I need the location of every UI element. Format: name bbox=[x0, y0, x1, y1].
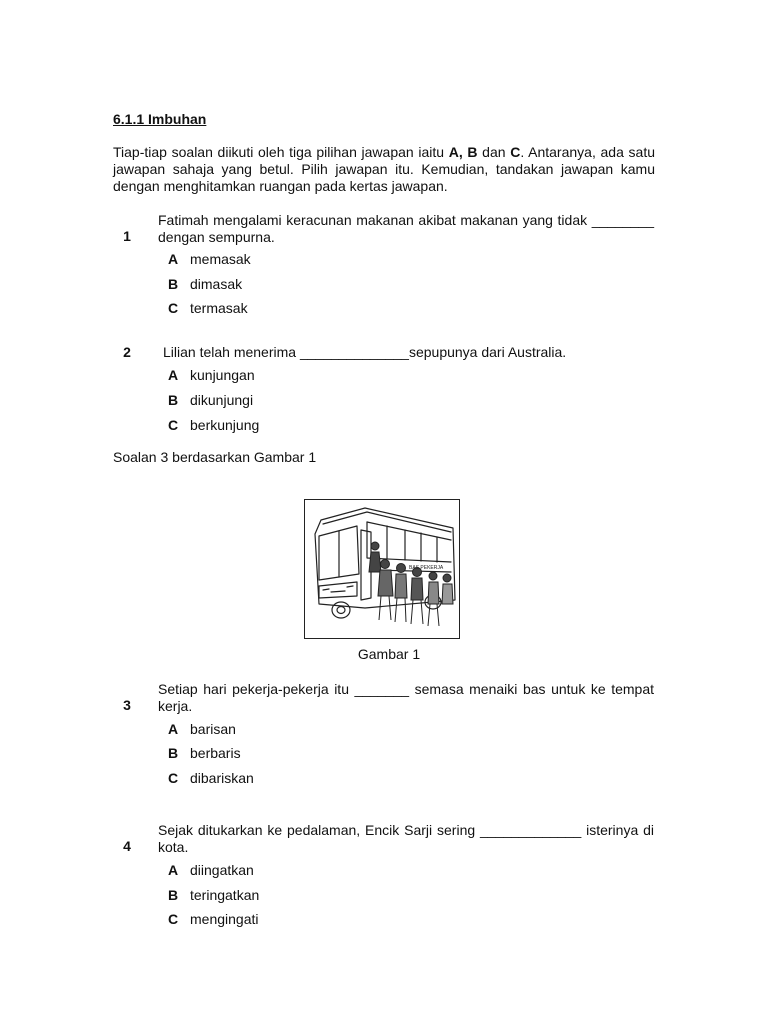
option-c[interactable] bbox=[168, 300, 248, 318]
option-letter: A bbox=[168, 862, 179, 878]
option-c[interactable] bbox=[168, 417, 259, 435]
question-number: 4 bbox=[123, 838, 131, 854]
instructions-option-a: A, bbox=[448, 144, 463, 160]
option-a[interactable] bbox=[168, 367, 255, 385]
question-number: 1 bbox=[123, 228, 131, 244]
option-letter: A bbox=[168, 367, 179, 383]
option-b[interactable] bbox=[168, 276, 242, 294]
option-text: dibariskan bbox=[190, 770, 254, 786]
instructions-paragraph bbox=[113, 144, 655, 195]
question-number: 2 bbox=[123, 344, 131, 360]
question-text: Lilian telah menerima ______________sepupunya dari Australia. bbox=[163, 344, 567, 360]
option-text: termasak bbox=[190, 300, 248, 316]
option-a[interactable] bbox=[168, 251, 251, 269]
bus-drawing bbox=[305, 500, 461, 640]
option-letter: C bbox=[168, 770, 179, 786]
option-letter: B bbox=[168, 745, 179, 761]
question-text: Sejak ditukarkan ke pedalaman, Encik Sarji sering _____________ isterinya di kota. bbox=[158, 822, 654, 855]
instructions-dan: dan bbox=[477, 144, 511, 160]
option-text: barisan bbox=[190, 721, 236, 737]
option-a[interactable] bbox=[168, 862, 254, 880]
option-letter: C bbox=[168, 417, 179, 433]
instructions-text-2: . Antaranya, ada satu jawapan sahaja yang betul. Pilih jawapan itu. Kemudian, tandakan jawapan kamu dengan menghitamkan ruangan pada kertas jawapan. bbox=[113, 144, 656, 194]
figure-caption: Gambar 1 bbox=[357, 646, 421, 662]
option-letter: C bbox=[168, 911, 179, 927]
option-text: teringatkan bbox=[190, 887, 260, 903]
option-text: berkunjung bbox=[190, 417, 260, 433]
option-c[interactable] bbox=[168, 911, 259, 929]
instructions-option-b: B bbox=[467, 144, 478, 160]
option-letter: B bbox=[168, 887, 179, 903]
instructions-option-c: C bbox=[510, 144, 521, 160]
question-text: Fatimah mengalami keracunan makanan akibat makanan yang tidak ________ dengan sempurna. bbox=[158, 212, 654, 245]
option-letter: B bbox=[168, 276, 179, 292]
option-text: dikunjungi bbox=[190, 392, 254, 408]
option-a[interactable] bbox=[168, 721, 236, 739]
option-text: dimasak bbox=[190, 276, 243, 292]
option-letter: B bbox=[168, 392, 179, 408]
option-text: diingatkan bbox=[190, 862, 254, 878]
option-letter: C bbox=[168, 300, 179, 316]
option-b[interactable] bbox=[168, 887, 259, 905]
option-text: memasak bbox=[190, 251, 251, 267]
option-b[interactable] bbox=[168, 392, 253, 410]
section-title: 6.1.1 Imbuhan bbox=[113, 111, 207, 127]
option-letter: A bbox=[168, 251, 179, 267]
option-b[interactable] bbox=[168, 745, 241, 763]
bus-illustration bbox=[304, 499, 460, 639]
option-text: kunjungan bbox=[190, 367, 255, 383]
option-text: berbaris bbox=[190, 745, 241, 761]
option-letter: A bbox=[168, 721, 179, 737]
option-text: mengingati bbox=[190, 911, 259, 927]
question-number: 3 bbox=[123, 697, 131, 713]
bus-label: BAS PEKERJA bbox=[409, 565, 444, 571]
figure-reference-note: Soalan 3 berdasarkan Gambar 1 bbox=[113, 449, 317, 465]
option-c[interactable] bbox=[168, 770, 254, 788]
question-text: Setiap hari pekerja-pekerja itu _______ semasa menaiki bas untuk ke tempat kerja. bbox=[158, 681, 654, 714]
instructions-text-1: Tiap-tiap soalan diikuti oleh tiga pilihan jawapan iaitu bbox=[113, 144, 449, 160]
